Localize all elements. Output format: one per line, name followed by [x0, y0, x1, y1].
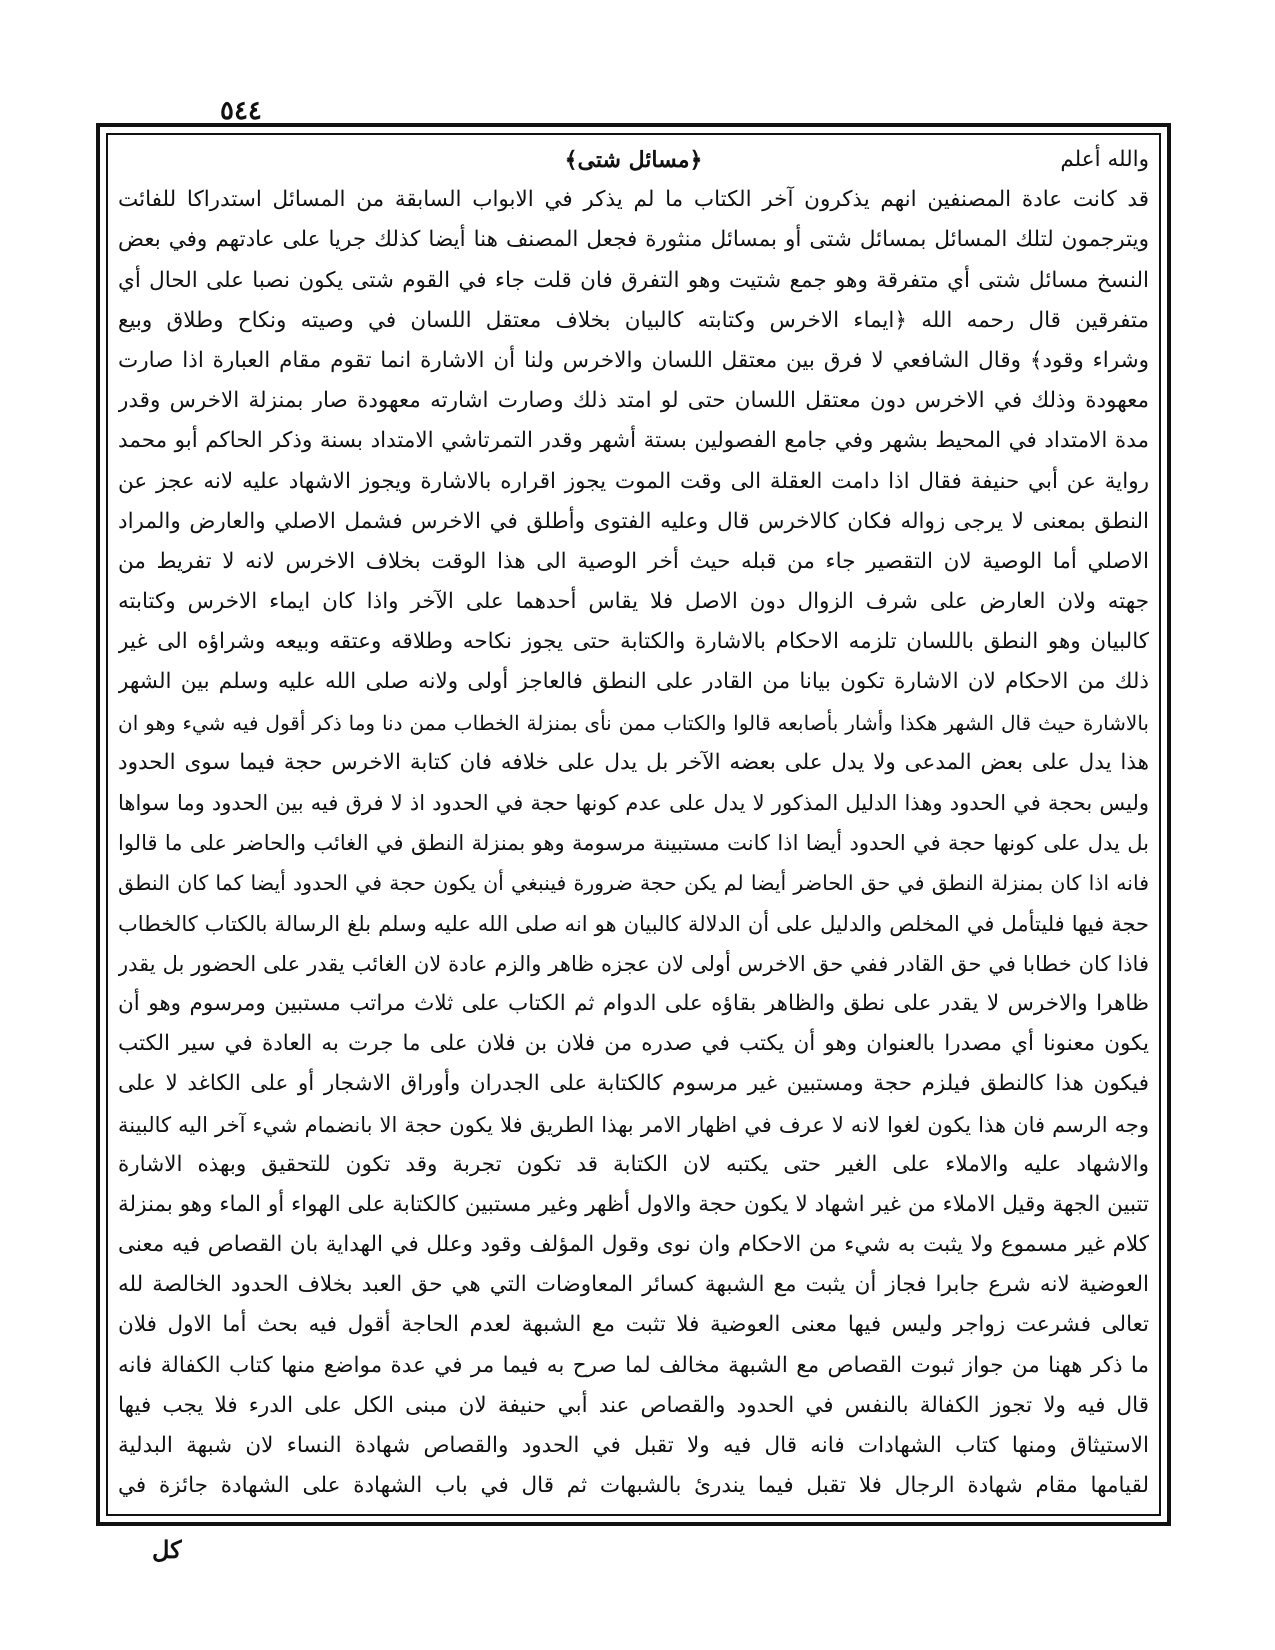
catchword: كل	[152, 1535, 182, 1564]
text-line: يكون معنونا أي مصدرا بالعنوان وهو أن يكتب في صدره من فلان بن فلان على ما جرت به العادة في سير الكتب	[118, 1031, 1149, 1057]
text-line: مدة الامتداد في المحيط بشهر وفي جامع الفصولين بستة أشهر وقدر التمرتاشي الامتداد بسنة وذكر الحاكم أبو محمد	[118, 428, 1149, 454]
heading-line	[118, 140, 1149, 180]
page-number: ٥٤٤	[220, 96, 262, 126]
text-line: وشراء وقود﴾ وقال الشافعي لا فرق بين معتقل اللسان والاخرس ولنا أن الاشارة انما تقوم مقام العبارة اذا صارت	[118, 347, 1149, 373]
text-line: لقيامها مقام شهادة الرجال فلا تقبل فيما يندرئ بالشبهات ثم قال في باب الشهادة على الشهادة جائزة في	[118, 1473, 1149, 1499]
text-line: بالاشارة حيث قال الشهر هكذا وأشار بأصابعه قالوا والكتاب ممن نأى بمنزلة الخطاب ممن دنا وما ذكر أقول فيه شيء وهو ان	[118, 710, 1149, 735]
text-line: جهته ولان العارض على شرف الزوال دون الاصل فلا يقاس أحدهما على الآخر واذا كان ايماء الاخرس وكتابته	[118, 589, 1149, 615]
text-line: ظاهرا والاخرس لا يقدر على نطق والظاهر بقاؤه على الدوام ثم الكتاب على ثلاث مراتب مستبين ومرسوم وهو أن	[118, 990, 1149, 1016]
text-line: النطق بمعنى لا يرجى زواله فكان كالاخرس قال وعليه الفتوى وأطلق في الاخرس فشمل الاصلي والعارض والمراد	[118, 508, 1149, 534]
text-line: تتبين الجهة وقيل الاملاء من غير اشهاد لا يكون حجة والاول أظهر وغير مستبين كالكتابة على الهواء أو الماء وهو بمنزلة	[118, 1191, 1149, 1217]
text-line: كالبيان وهو النطق باللسان تلزمه الاحكام بالاشارة والكتابة حتى يجوز نكاحه وطلاقه وعتقه وبيعه وشراؤه الى غير	[118, 629, 1149, 655]
text-line: تعالى فشرعت زواجر وليس فيها معنى العوضية فلا تثبت مع الشبهة لعدم الحاجة أقول فيه بحث أما الاول فلان	[118, 1312, 1149, 1338]
previous-section-end: والله أعلم	[1060, 147, 1149, 172]
text-line: وجه الرسم فان هذا يكون لغوا لانه لا عرف في اظهار الامر بهذا الطريق فلا يكون حجة الا بانضمام شيء آخر اليه كالبينة	[118, 1112, 1149, 1137]
text-line: النسخ مسائل شتى أي متفرقة وهو جمع شتيت وهو التفرق فان قلت جاء في القوم شتى يكون نصبا على الحال أي	[118, 267, 1149, 293]
text-line: ما ذكر ههنا من جواز ثبوت القصاص مع الشبهة مخالف لما صرح به فيما مر في عدة مواضع منها كتاب الكفالة فانه	[118, 1352, 1149, 1378]
text-line: فيكون هذا كالنطق فيلزم حجة ومستبين غير مرسوم كالكتابة على الجدران وأوراق الاشجار أو على الكاغد لا على	[118, 1071, 1149, 1097]
text-line: الاستيثاق ومنها كتاب الشهادات فانه قال فيه ولا تقبل في الحدود والقصاص شهادة النساء لان شبهة البدلية	[118, 1433, 1149, 1458]
text-line: والاشهاد عليه والاملاء على الغير حتى يكتبه لان الكتابة قد تكون تجربة وقد تكون للتحقيق وبهذه الاشارة	[118, 1151, 1149, 1177]
text-line: العوضية لانه شرع جابرا فجاز أن يثبت مع الشبهة كسائر المعاوضات التي هي حق العبد بخلاف الحدود الخالصة لله	[118, 1272, 1149, 1298]
text-line: قال فيه ولا تجوز الكفالة بالنفس في الحدود والقصاص عند أبي حنيفة لان مبنى الكل على الدرء فلا يجب فيها	[118, 1392, 1149, 1418]
text-line: كلام غير مسموع ولا يثبت به شيء من الاحكام وان نوى وقول المؤلف وقود وعلل في الهداية بان القصاص فيه معنى	[118, 1232, 1149, 1258]
text-line: فاذا كان خطابا في حق القادر ففي حق الاخرس أولى لان عجزه ظاهر والزم عادة لان الغائب يقدر على الحضور بل يقدر	[118, 951, 1149, 976]
text-line: الاصلي أما الوصية لان التقصير جاء من قبله حيث أخر الوصية الى هذا الوقت بخلاف الاخرس لانه لا تفريط من	[118, 548, 1149, 574]
text-line: حجة فيها فليتأمل في المخلص والدليل على أن الدلالة كالبيان هو انه صلى الله عليه وسلم بلغ الرسالة بالكتاب كالخطاب	[118, 911, 1149, 936]
text-line: ذلك من الاحكام لان الاشارة تكون بيانا من القادر على النطق فالعاجز أولى ولانه صلى الله عليه وسلم بين الشهر	[118, 669, 1149, 695]
text-line: متفرقين قال رحمه الله ﴿ايماء الاخرس وكتابته كالبيان بخلاف معتقل اللسان في وصيته ونكاح وطلاق وبيع	[118, 307, 1149, 333]
text-line: رواية عن أبي حنيفة فقال اذا دامت العقلة الى وقت الموت يجوز اقراره بالاشارة ويجوز الاشهاد عليه لانه عجز عن	[118, 468, 1149, 494]
text-line: قد كانت عادة المصنفين انهم يذكرون آخر الكتاب ما لم يذكر في الابواب السابقة من المسائل استدراكا للفائت	[118, 187, 1149, 213]
main-text-block	[118, 140, 1149, 1510]
text-line: هذا يدل على بعض المدعى ولا يدل على بعضه الآخر بل يدل على خلافه فان كتابة الاخرس حجة فيما سوى الحدود	[118, 749, 1149, 775]
text-line: ويترجمون لتلك المسائل بمسائل شتى أو بمسائل منثورة فجعل المصنف هنا أيضا كذلك جريا على عادتهم وفي بعض	[118, 227, 1149, 253]
text-line: معهودة وذلك في الاخرس دون معتقل اللسان حتى لو امتد ذلك وصارت اشارته معهودة صار بمنزلة الاخرس وقدر	[118, 388, 1149, 414]
body-lines	[118, 180, 1149, 1506]
section-title: ﴿مسائل شتى﴾	[564, 147, 703, 173]
text-line: بل يدل على كونها حجة في الحدود أيضا اذا كانت مستبينة مرسومة وهو بمنزلة النطق في الغائب والحاضر على ما قالوا	[118, 831, 1149, 856]
text-line: وليس بحجة في الحدود وهذا الدليل المذكور لا يدل على عدم كونها حجة في الحدود اذ لا فرق فيه بين الحدود وما سواها	[118, 791, 1149, 815]
text-line: فانه اذا كان بمنزلة النطق في حق الحاضر أيضا لم يكن حجة ضرورة فينبغي أن يكون حجة في الحدود أيضا كما كان النطق	[118, 871, 1149, 896]
